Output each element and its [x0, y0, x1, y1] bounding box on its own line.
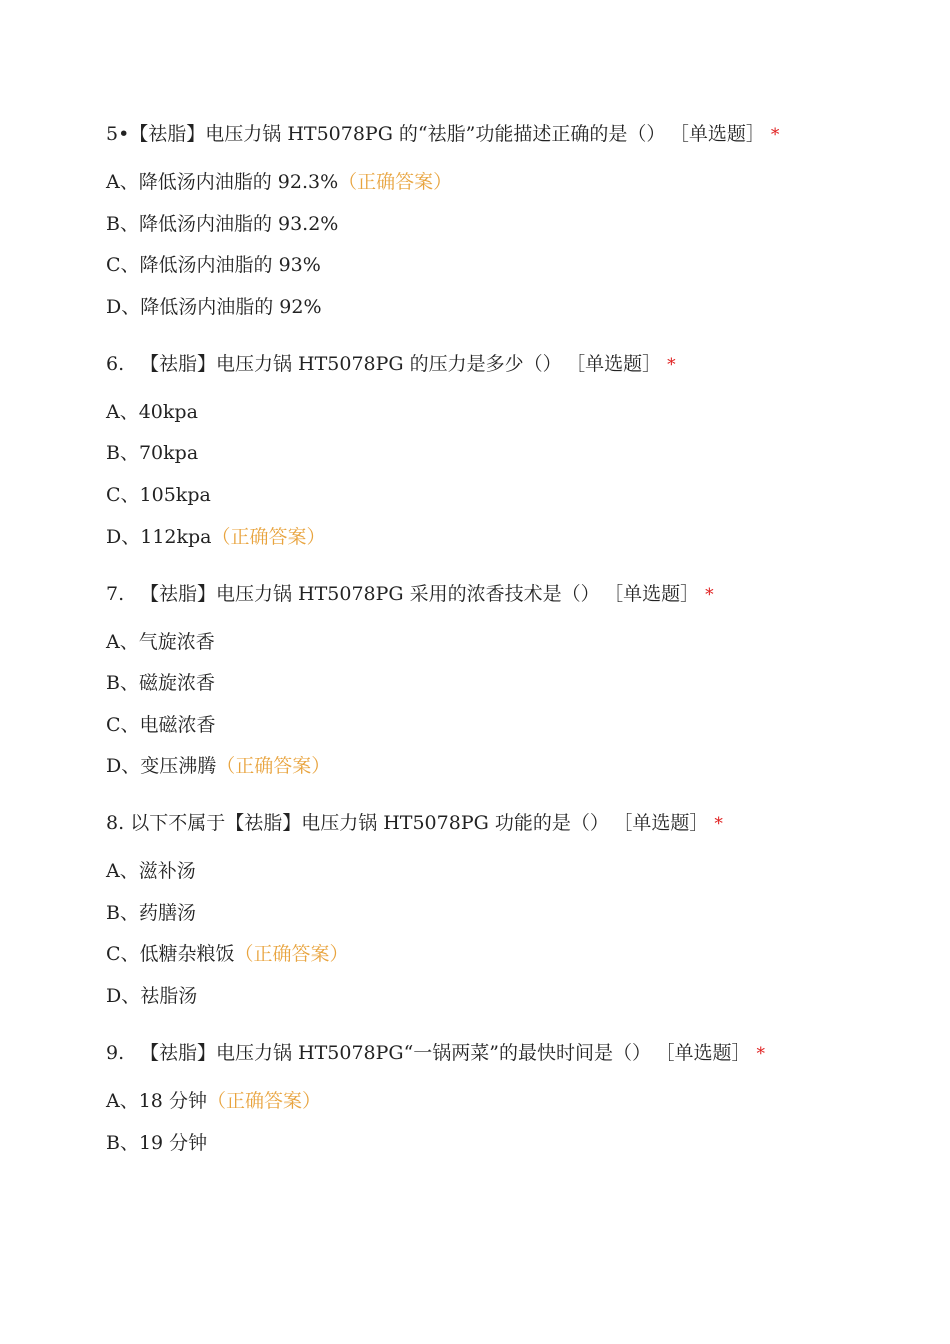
- question-text: 【祛脂】电压力锅 HT5078PG 采用的浓香技术是（）: [140, 582, 600, 605]
- question-9: [106, 1037, 886, 1159]
- question-text: 【祛脂】电压力锅 HT5078PG 的压力是多少（）: [140, 352, 562, 375]
- option-text: C、降低汤内油脂的 93%: [106, 254, 321, 277]
- option-a: [106, 1085, 886, 1117]
- question-type: ［单选题］: [679, 123, 765, 145]
- document-page: [106, 118, 886, 1168]
- option-text: B、药膳汤: [106, 901, 196, 924]
- option-text: C、105kpa: [106, 483, 211, 506]
- option-a: [106, 855, 886, 887]
- question-text: 【祛脂】电压力锅 HT5078PG 的“祛脂”功能描述正确的是（）: [129, 123, 666, 145]
- correct-answer-mark: （正确答案）: [216, 755, 331, 778]
- question-title: [106, 578, 886, 610]
- question-6: [106, 348, 886, 553]
- option-text: A、气旋浓香: [106, 630, 215, 653]
- question-number: 9.: [106, 1042, 125, 1065]
- question-title: [106, 807, 886, 839]
- question-number: 6.: [106, 352, 125, 375]
- option-text: B、70kpa: [106, 442, 199, 465]
- option-d: [106, 291, 886, 323]
- question-text: 【祛脂】电压力锅 HT5078PG“一锅两菜”的最快时间是（）: [140, 1042, 652, 1065]
- option-text: D、112kpa: [106, 525, 212, 548]
- question-7: [106, 578, 886, 783]
- option-text: B、磁旋浓香: [106, 672, 215, 695]
- question-number: 7.: [106, 582, 125, 605]
- option-text: C、低糖杂粮饭: [106, 943, 235, 966]
- question-type: ［单选题］: [575, 352, 662, 375]
- question-8: [106, 807, 886, 1012]
- question-5: [106, 118, 886, 323]
- option-text: D、祛脂汤: [106, 985, 198, 1008]
- option-b: [106, 667, 886, 699]
- option-c: [106, 938, 886, 970]
- option-text: B、19 分钟: [106, 1131, 208, 1154]
- correct-answer-mark: （正确答案）: [338, 171, 453, 193]
- option-text: A、40kpa: [106, 400, 198, 423]
- correct-answer-mark: （正确答案）: [206, 1090, 321, 1113]
- option-c: [106, 479, 886, 511]
- question-type: ［单选题］: [622, 812, 709, 835]
- option-text: B、降低汤内油脂的 93.2%: [106, 212, 339, 235]
- required-mark: *: [756, 1044, 766, 1065]
- required-mark: *: [705, 584, 714, 605]
- option-text: A、降低汤内油脂的 92.3%: [106, 171, 339, 193]
- option-b: [106, 208, 886, 240]
- option-text: C、电磁浓香: [106, 713, 216, 736]
- option-text: D、变压沸腾: [106, 755, 217, 778]
- option-c: [106, 709, 886, 741]
- option-d: [106, 521, 886, 553]
- question-number: 8.: [106, 812, 125, 835]
- option-b: [106, 1127, 886, 1159]
- required-mark: *: [770, 125, 780, 145]
- option-text: D、降低汤内油脂的 92%: [106, 295, 322, 318]
- option-a: [106, 166, 886, 198]
- option-a: [106, 626, 886, 658]
- option-text: A、18 分钟: [106, 1090, 207, 1113]
- option-b: [106, 897, 886, 929]
- option-text: A、滋补汤: [106, 860, 196, 883]
- required-mark: *: [667, 354, 676, 375]
- option-c: [106, 249, 886, 281]
- question-title: [106, 348, 886, 380]
- question-title: [106, 118, 886, 150]
- question-type: ［单选题］: [665, 1042, 751, 1065]
- correct-answer-mark: （正确答案）: [234, 943, 349, 966]
- required-mark: *: [714, 814, 723, 835]
- option-b: [106, 437, 886, 469]
- question-number: 5•: [106, 123, 130, 145]
- question-text: 以下不属于【祛脂】电压力锅 HT5078PG 功能的是（）: [130, 812, 609, 835]
- option-d: [106, 750, 886, 782]
- option-a: [106, 396, 886, 428]
- question-title: [106, 1037, 886, 1069]
- question-type: ［单选题］: [613, 582, 700, 605]
- correct-answer-mark: （正确答案）: [211, 525, 326, 548]
- option-d: [106, 980, 886, 1012]
